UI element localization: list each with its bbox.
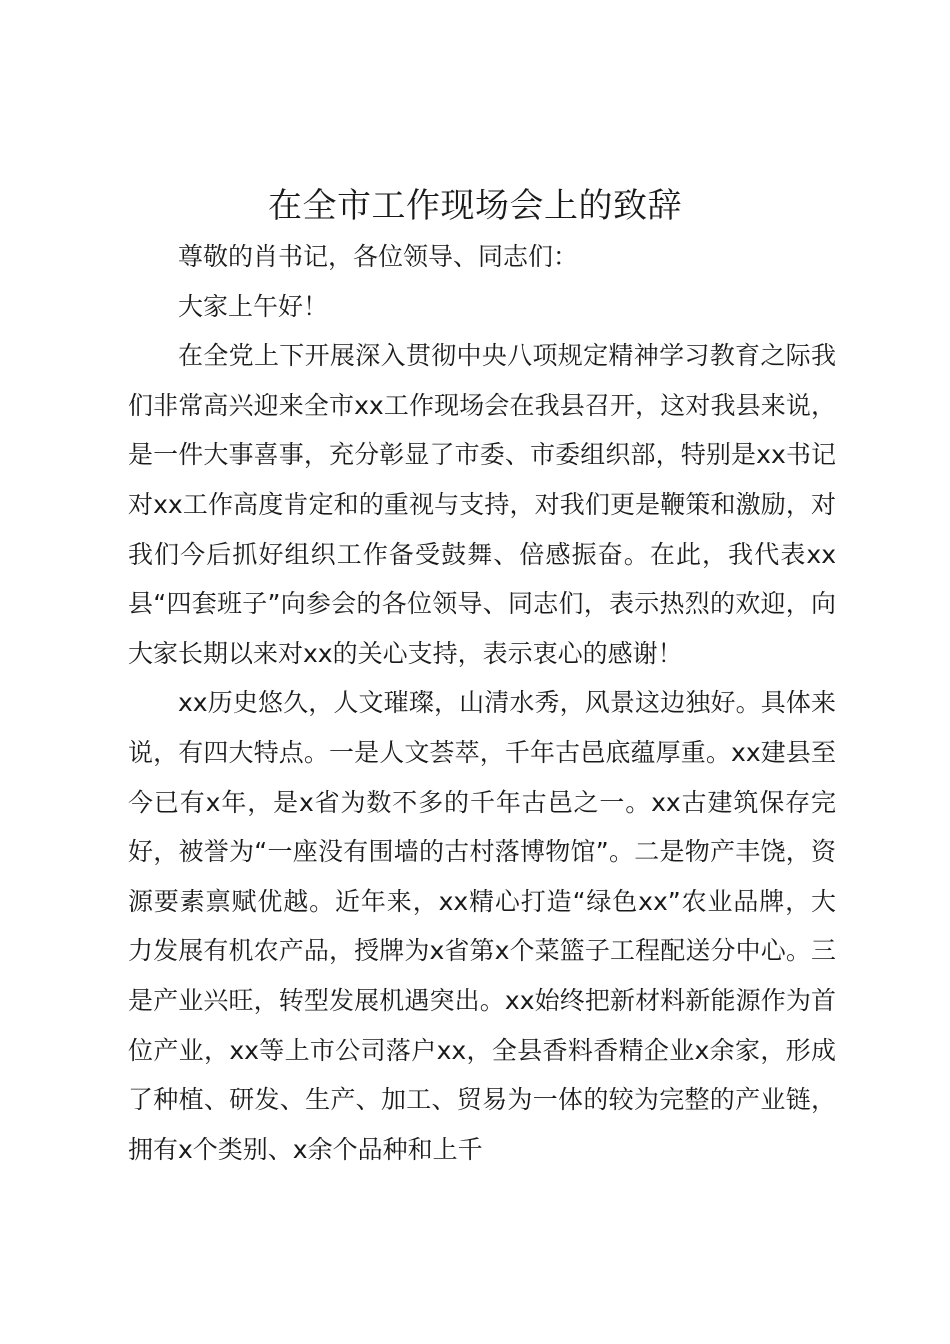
body-paragraph-2: xx历史悠久，人文璀璨，山清水秀，风景这边独好。具体来说，有四大特点。一是人文荟萃，千年古邑底蕴厚重。xx建县至今已有x年，是x省为数不多的千年古邑之一。xx古建筑保存完好，被誉为“一座没有围墙的古村落博物馆”。二是物产丰饶，资源要素禀赋优越。近年来，xx精心打造“绿色xx”农业品牌，大力发展有机农产品，授牌为x省第x个菜篮子工程配送分中心。三是产业兴旺，转型发展机遇突出。xx始终把新材料新能源作为首位产业，xx等上市公司落户xx，全县香料香精企业x余家，形成了种植、研发、生产、加工、贸易为一体的较为完整的产业链，拥有x个类别、x余个品种和上千 xyxy=(128,688,836,1164)
document-title: 在全市工作现场会上的致辞 xyxy=(268,186,682,226)
greeting-paragraph: 大家上午好！ xyxy=(178,291,329,321)
document-body xyxy=(128,232,836,1174)
salutation-paragraph: 尊敬的肖书记，各位领导、同志们： xyxy=(178,242,579,271)
body-paragraph-1: 在全党上下开展深入贯彻中央八项规定精神学习教育之际我们非常高兴迎来全市xx工作现场会在我县召开，这对我县来说，是一件大事喜事，充分彰显了市委、市委组织部，特别是xx书记对xx工作高度肯定和的重视与支持，对我们更是鞭策和激励，对我们今后抓好组织工作备受鼓舞、倍感振奋。在此，我代表xx县“四套班子”向参会的各位领导、同志们，表示热烈的欢迎，向大家长期以来对xx的关心支持，表示衷心的感谢！ xyxy=(128,341,836,668)
